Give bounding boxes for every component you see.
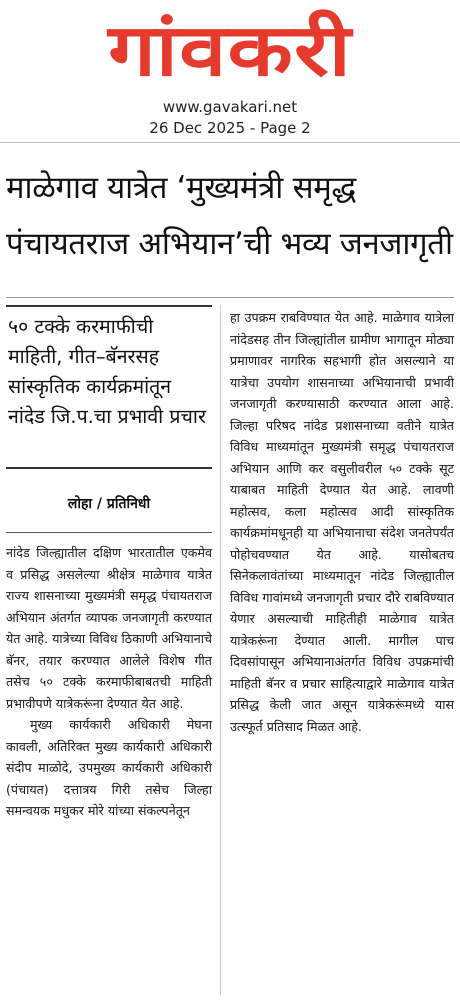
website-url[interactable]: www.gavakari.net: [162, 98, 298, 116]
date-page-label: 26 Dec 2025 - Page 2: [149, 119, 311, 137]
article-body-left-column: [6, 542, 212, 822]
headline-line-1: माळेगाव यात्रेत ‘मुख्यमंत्री समृद्ध: [6, 170, 356, 206]
headline-divider: [6, 297, 454, 298]
column-divider: [220, 305, 221, 995]
article-headline: [6, 160, 456, 272]
article-subhead: ५० टक्के करमाफीची माहिती, गीत–बॅनरसह सांस्कृतिक कार्यक्रमांतून नांदेड जि.प.चा प्रभावी प्रचार: [8, 315, 206, 428]
body-paragraph-2: मुख्य कार्यकारी अधिकारी मेघना कावली, अतिरिक्त मुख्य कार्यकारी अधिकारी संदीप माळोदे, उपमुख्य कार्यकारी अधिकारी (पंचायत) दत्तात्रय गिरी तसेच जिल्हा समन्वयक मधुकर मोरे यांच्या संकल्पनेतून: [6, 717, 212, 818]
article-byline: लोहा / प्रतिनिधी: [67, 496, 151, 512]
newspaper-masthead: गांवकरी: [108, 8, 352, 92]
byline-divider: [6, 532, 212, 533]
body-paragraph-1: नांदेड जिल्ह्यातील दक्षिण भारतातील एकमेव व प्रसिद्ध असलेल्या श्रीक्षेत्र माळेगाव यात्रेत राज्य शासनाच्या मुख्यमंत्री समृद्ध पंचायतराज अभियान अंतर्गत व्यापक जनजागृती करण्यात येत आहे. यात्रेच्या विविध ठिकाणी अभियानाचे बॅनर, तयार करण्यात आलेले विशेष गीत तसेच ५० टक्के करमाफीबाबतची माहिती प्रभावीपणे यात्रेकरूंना देण्यात येत आहे.: [6, 545, 212, 711]
body-paragraph-3: हा उपक्रम राबविण्यात येत आहे. माळेगाव यात्रेला नांदेडसह तीन जिल्ह्यांतील ग्रामीण भागातून मोठ्या प्रमाणावर नागरिक सहभागी होत असल्याने या यात्रेचा उपयोग शासनाच्या अभियानाची प्रभावी जनजागृती करण्यासाठी करण्यात आला आहे. जिल्हा परिषद नांदेड प्रशासनाच्या वतीने यात्रेत विविध माध्यमांतून मुख्यमंत्री समृद्ध पंचायतराज अभियान आणि कर वसुलीवरील ५० टक्के सूट याबाबत माहिती देण्यात येत आहे. लावणी महोत्सव, कला महोत्सव आदी सांस्कृतिक कार्यक्रमांमधूनही या अभियानाचा संदेश जनतेपर्यंत पोहोचवण्यात येत आहे. यासोबतच सिनेकलावंतांच्या माध्यमातून नांदेड जिल्ह्यातील विविध गावांमध्ये जनजागृती प्रचार दौरे राबविण्यात येणार असल्याची माहितीही माळेगाव यात्रेत यात्रेकरूंना देण्यात आली. मागील पाच दिवसांपासून अभियानाअंतर्गत विविध उपक्रमांची माहिती बॅनर व प्रचार साहित्याद्वारे माळेगाव यात्रेत प्रसिद्ध केली जात असून यात्रेकरूंमध्ये यास उत्स्फूर्त प्रतिसाद मिळत आहे.: [230, 310, 454, 734]
header-divider: [0, 142, 460, 153]
headline-line-2: पंचायतराज अभियान’ची भव्य जनजागृती: [6, 226, 453, 262]
article-body-right-column: [230, 307, 454, 737]
